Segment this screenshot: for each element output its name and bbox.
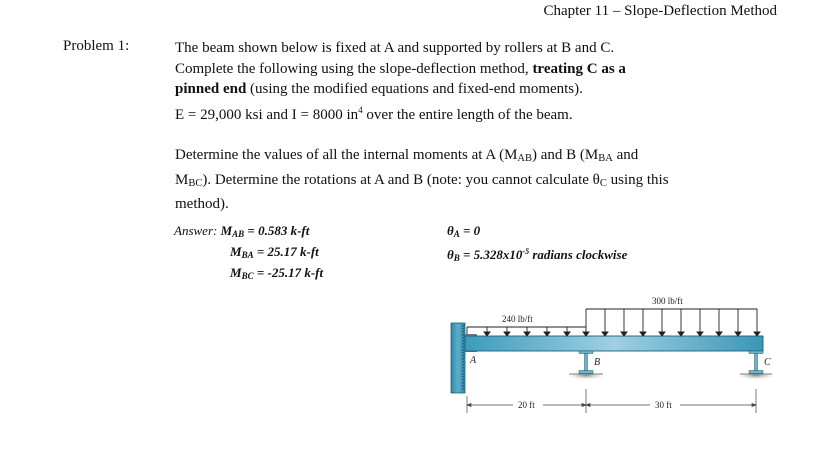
- beam-icon: [465, 336, 763, 351]
- dimension-lines-icon: [467, 389, 756, 413]
- answer-moments: [174, 222, 323, 285]
- support-label-b: B: [594, 357, 601, 368]
- answer-mba: $M_{BA} = 25.17$ k-ft: [230, 244, 319, 260]
- answer-rotations: [447, 222, 627, 267]
- span-label-ab: 20 ft: [518, 400, 535, 410]
- statement-line-1: The beam shown below is fixed at A and supported by rollers at B and C.: [175, 40, 615, 56]
- beam-diagram: [440, 285, 780, 420]
- chapter-header: Chapter 11 – Slope-Deflection Method: [543, 3, 777, 19]
- answer-theta-a: $\theta_A = 0$: [447, 223, 481, 239]
- distributed-load-240-icon: [467, 327, 586, 336]
- distributed-load-300-icon: [583, 309, 760, 336]
- support-label-c: C: [764, 357, 771, 368]
- problem-label: Problem 1:: [63, 38, 130, 54]
- statement-line-2: Complete the following using the slope-deflection method, treating C as a: [175, 60, 626, 77]
- answer-mbc: $M_{BC} = -25.17$ k-ft: [230, 265, 324, 281]
- support-label-a: A: [470, 355, 477, 366]
- statement-line-3: pinned end (using the modified equations and fixed-end moments).: [175, 81, 583, 97]
- task-statement: [175, 145, 669, 215]
- answer-theta-b: $\theta_B = 5.328x10^{-5}$ radians clockwise: [447, 247, 628, 263]
- statement-line-4: E = 29,000 ksi and I = 8000 $in^4$ over the entire length of the beam.: [175, 104, 573, 123]
- problem-statement: [175, 38, 626, 125]
- load-label-300: 300 lb/ft: [652, 296, 683, 306]
- answer-label: Answer:: [174, 223, 218, 238]
- load-label-240: 240 lb/ft: [502, 314, 533, 324]
- span-label-bc: 30 ft: [655, 400, 672, 410]
- task-line-2: $M_{BC}$). Determine the rotations at A and B (note: you cannot calculate $\theta_C$ using this: [175, 171, 669, 189]
- answer-mab: Answer: $M_{AB} = 0.583$ k-ft: [174, 223, 310, 239]
- task-line-3: method).: [175, 196, 229, 212]
- task-line-1: Determine the values of all the internal moments at A $(M_{AB})$ and B ($M_{BA}$ and: [175, 147, 639, 164]
